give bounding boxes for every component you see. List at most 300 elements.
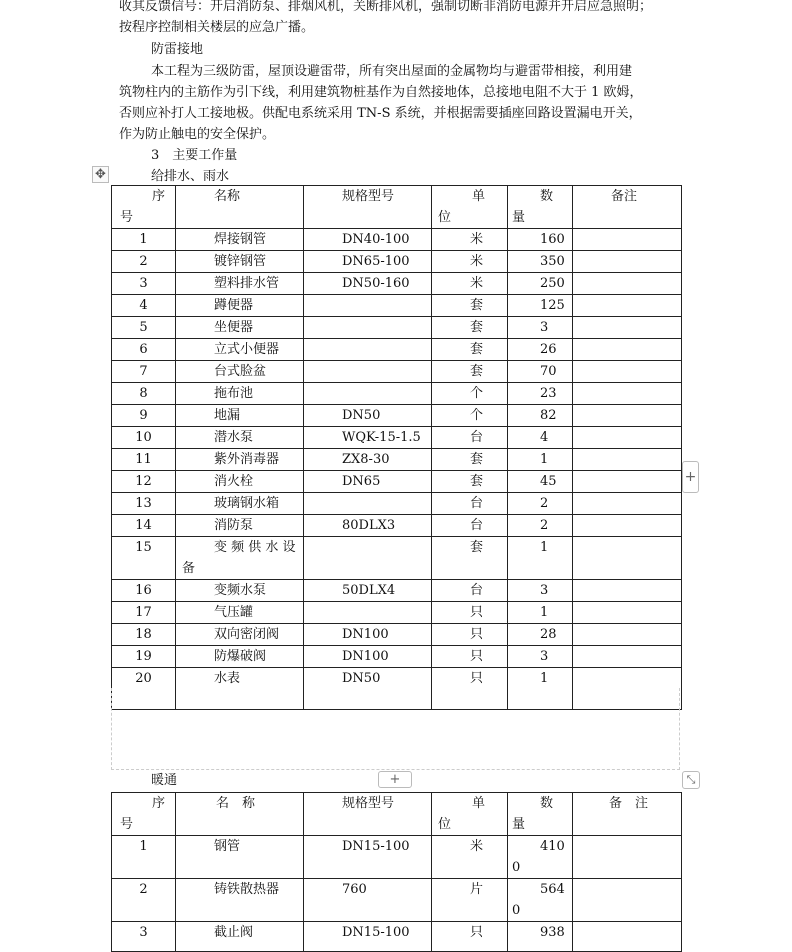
row-number-cell <box>112 515 176 537</box>
table-row <box>112 580 682 602</box>
header-unit <box>432 793 508 836</box>
row-number-cell <box>112 580 176 602</box>
item-remark-cell <box>573 580 682 602</box>
item-quantity-cell <box>508 471 573 493</box>
row-number: 14 <box>135 518 152 533</box>
row-number: 18 <box>135 627 152 642</box>
item-unit-cell <box>432 295 508 317</box>
item-unit: 只 <box>470 925 484 940</box>
row-number: 12 <box>135 474 152 489</box>
item-spec-cell <box>304 836 432 879</box>
header-qty-b: 量 <box>512 210 526 225</box>
item-unit: 套 <box>470 474 484 489</box>
item-spec-cell <box>304 383 432 405</box>
item-name-cell <box>176 361 304 383</box>
item-unit: 台 <box>470 496 484 511</box>
item-name: 双向密闭阀 <box>214 627 280 642</box>
row-number-cell <box>112 427 176 449</box>
item-quantity: 2 <box>540 496 549 511</box>
row-number: 13 <box>135 496 152 511</box>
item-spec: DN50 <box>342 408 381 423</box>
header-no <box>112 186 176 229</box>
item-quantity: 4 <box>540 430 549 445</box>
item-spec: ZX8-30 <box>342 452 390 467</box>
row-number-cell <box>112 879 176 922</box>
item-unit-cell <box>432 427 508 449</box>
item-quantity: 3 <box>540 583 549 598</box>
item-remark-cell <box>573 537 682 580</box>
item-quantity: 564 <box>540 882 565 897</box>
row-number: 20 <box>135 671 152 686</box>
item-remark-cell <box>573 295 682 317</box>
item-name-cell <box>176 537 304 580</box>
item-remark-cell <box>573 493 682 515</box>
item-spec-cell <box>304 602 432 624</box>
row-number-cell <box>112 646 176 668</box>
item-quantity-cont: 0 <box>512 860 521 875</box>
item-remark-cell <box>573 339 682 361</box>
item-quantity: 250 <box>540 276 565 291</box>
item-name-cell <box>176 879 304 922</box>
row-number: 16 <box>135 583 152 598</box>
item-quantity-cell <box>508 383 573 405</box>
item-unit: 套 <box>470 298 484 313</box>
row-number: 6 <box>139 342 148 357</box>
row-number-cell <box>112 922 176 952</box>
item-name: 镀锌钢管 <box>214 254 267 269</box>
item-spec-cell <box>304 879 432 922</box>
item-spec: DN65-100 <box>342 254 410 269</box>
item-unit-cell <box>432 646 508 668</box>
item-name: 气压罐 <box>214 605 254 620</box>
item-spec-cell <box>304 537 432 580</box>
item-quantity-cell <box>508 646 573 668</box>
item-quantity-cell <box>508 836 573 879</box>
row-number: 9 <box>139 408 148 423</box>
item-name: 截止阀 <box>214 925 254 940</box>
row-number: 17 <box>135 605 152 620</box>
item-unit-cell <box>432 471 508 493</box>
item-quantity-cell <box>508 624 573 646</box>
item-spec: 80DLX3 <box>342 518 396 533</box>
item-quantity: 2 <box>540 518 549 533</box>
item-unit: 台 <box>470 583 484 598</box>
water-table <box>111 185 682 710</box>
header-unit <box>432 186 508 229</box>
item-name: 变频水泵 <box>214 583 267 598</box>
item-quantity: 3 <box>540 649 549 664</box>
item-name-cell <box>176 405 304 427</box>
item-name: 塑料排水管 <box>214 276 280 291</box>
item-spec: DN40-100 <box>342 232 410 247</box>
item-name: 坐便器 <box>214 320 254 335</box>
add-column-icon[interactable]: + <box>682 461 699 493</box>
item-name-cell <box>176 922 304 952</box>
item-quantity-cell <box>508 537 573 580</box>
item-spec: 760 <box>342 882 367 897</box>
table-row <box>112 339 682 361</box>
item-name: 拖布池 <box>214 386 254 401</box>
item-unit-cell <box>432 602 508 624</box>
item-name: 潜水泵 <box>214 430 254 445</box>
table-row <box>112 646 682 668</box>
item-unit: 台 <box>470 430 484 445</box>
row-number: 2 <box>139 254 148 269</box>
header-no-a: 序 <box>152 189 166 204</box>
header-qty-b: 量 <box>512 817 526 832</box>
item-spec-cell <box>304 646 432 668</box>
item-spec-cell <box>304 449 432 471</box>
item-name-cont: 备 <box>182 561 196 576</box>
item-quantity: 350 <box>540 254 565 269</box>
row-number-cell <box>112 361 176 383</box>
table-row <box>112 295 682 317</box>
header-qty-a: 数 <box>540 189 554 204</box>
row-number: 1 <box>139 232 148 247</box>
item-unit-cell <box>432 624 508 646</box>
table-row <box>112 602 682 624</box>
item-name-cell <box>176 646 304 668</box>
table-row <box>112 229 682 251</box>
paragraph-line: 按程序控制相关楼层的应急广播。 <box>119 20 315 35</box>
item-remark-cell <box>573 361 682 383</box>
item-quantity: 1 <box>540 540 549 555</box>
table-resize-icon[interactable]: ⤡ <box>682 771 700 789</box>
item-name: 防爆破阀 <box>214 649 267 664</box>
header-no-b: 号 <box>120 210 134 225</box>
row-number: 1 <box>139 839 148 854</box>
item-remark-cell <box>573 317 682 339</box>
row-number-cell <box>112 449 176 471</box>
item-quantity: 125 <box>540 298 565 313</box>
item-spec-cell <box>304 427 432 449</box>
header-remark-text: 备 注 <box>609 796 649 811</box>
item-quantity: 3 <box>540 320 549 335</box>
item-remark-cell <box>573 449 682 471</box>
item-name: 消火栓 <box>214 474 254 489</box>
item-quantity-cell <box>508 361 573 383</box>
item-unit-cell <box>432 515 508 537</box>
table-row <box>112 879 682 922</box>
section-heading: 3 主要工作量 <box>151 148 238 163</box>
paragraph-line: 收其反馈信号：开启消防泵、排烟风机，关断排风机，强制切断非消防电源并开启应急照明； <box>119 0 653 14</box>
item-spec-cell <box>304 471 432 493</box>
row-number-cell <box>112 273 176 295</box>
item-spec-cell <box>304 295 432 317</box>
item-unit-cell <box>432 251 508 273</box>
item-spec-cell <box>304 922 432 952</box>
item-spec: WQK-15-1.5 <box>342 430 421 445</box>
table-row <box>112 449 682 471</box>
item-name: 变 频 供 水 设 <box>214 540 296 555</box>
item-unit: 只 <box>470 627 484 642</box>
add-row-icon[interactable]: + <box>378 771 412 788</box>
subheading-hvac: 暖通 <box>151 773 178 788</box>
item-name: 焊接钢管 <box>214 232 267 247</box>
row-number: 19 <box>135 649 152 664</box>
item-unit-cell <box>432 317 508 339</box>
item-unit-cell <box>432 537 508 580</box>
header-qty-a: 数 <box>540 796 554 811</box>
item-name-cell <box>176 383 304 405</box>
header-name-text: 名 称 <box>216 796 256 811</box>
item-remark-cell <box>573 405 682 427</box>
item-name: 紫外消毒器 <box>214 452 280 467</box>
item-quantity: 70 <box>540 364 557 379</box>
item-spec: DN15-100 <box>342 839 410 854</box>
item-spec-cell <box>304 273 432 295</box>
item-spec: 50DLX4 <box>342 583 396 598</box>
table-row <box>112 922 682 952</box>
item-quantity-cell <box>508 922 573 952</box>
item-unit: 米 <box>470 232 484 247</box>
item-name: 消防泵 <box>214 518 254 533</box>
item-unit-cell <box>432 922 508 952</box>
item-quantity-cont: 0 <box>512 903 521 918</box>
header-remark <box>573 186 682 229</box>
item-unit: 套 <box>470 364 484 379</box>
item-remark-cell <box>573 624 682 646</box>
item-unit: 套 <box>470 320 484 335</box>
item-quantity-cell <box>508 295 573 317</box>
item-name-cell <box>176 836 304 879</box>
item-remark-cell <box>573 383 682 405</box>
item-unit-cell <box>432 580 508 602</box>
row-number: 8 <box>139 386 148 401</box>
item-unit: 台 <box>470 518 484 533</box>
row-number: 7 <box>139 364 148 379</box>
item-remark-cell <box>573 471 682 493</box>
item-quantity-cell <box>508 339 573 361</box>
item-name-cell <box>176 449 304 471</box>
header-remark-text: 备注 <box>611 189 638 204</box>
item-spec-cell <box>304 317 432 339</box>
item-spec-cell <box>304 580 432 602</box>
row-number: 2 <box>139 882 148 897</box>
item-name: 台式脸盆 <box>214 364 267 379</box>
table-row <box>112 836 682 879</box>
item-quantity-cell <box>508 493 573 515</box>
header-spec-text: 规格型号 <box>342 796 395 811</box>
header-name-text: 名称 <box>214 189 241 204</box>
item-unit-cell <box>432 493 508 515</box>
item-spec-cell <box>304 339 432 361</box>
item-remark-cell <box>573 251 682 273</box>
row-number-cell <box>112 836 176 879</box>
item-quantity: 160 <box>540 232 565 247</box>
paragraph-line: 筑物柱内的主筋作为引下线，利用建筑物桩基作为自然接地体，总接地电阻不大于 1 欧姆， <box>119 85 643 100</box>
item-unit-cell <box>432 836 508 879</box>
item-name: 地漏 <box>214 408 241 423</box>
table-row <box>112 471 682 493</box>
item-unit: 米 <box>470 839 484 854</box>
subheading-water: 给排水、雨水 <box>151 169 230 184</box>
row-number-cell <box>112 295 176 317</box>
item-name: 玻璃钢水箱 <box>214 496 280 511</box>
item-unit-cell <box>432 879 508 922</box>
item-quantity: 1 <box>540 452 549 467</box>
header-remark <box>573 793 682 836</box>
item-remark-cell <box>573 879 682 922</box>
hvac-table <box>111 792 682 952</box>
item-spec-cell <box>304 624 432 646</box>
item-unit: 个 <box>470 386 484 401</box>
row-number: 4 <box>139 298 148 313</box>
table-move-icon[interactable]: ✥ <box>92 166 109 183</box>
item-name: 钢管 <box>214 839 241 854</box>
item-quantity: 82 <box>540 408 557 423</box>
row-number-cell <box>112 383 176 405</box>
header-spec <box>304 793 432 836</box>
item-quantity-cell <box>508 273 573 295</box>
item-quantity: 410 <box>540 839 565 854</box>
row-number: 3 <box>139 925 148 940</box>
header-no-b: 号 <box>120 817 134 832</box>
header-unit-b: 位 <box>438 817 452 832</box>
item-unit-cell <box>432 229 508 251</box>
item-remark-cell <box>573 229 682 251</box>
table-row <box>112 427 682 449</box>
item-name-cell <box>176 273 304 295</box>
item-quantity-cell <box>508 515 573 537</box>
row-number: 10 <box>135 430 152 445</box>
item-spec-cell <box>304 493 432 515</box>
item-unit-cell <box>432 405 508 427</box>
item-unit: 只 <box>470 649 484 664</box>
item-remark-cell <box>573 922 682 952</box>
item-spec-cell <box>304 251 432 273</box>
table-row <box>112 273 682 295</box>
item-spec: DN15-100 <box>342 925 410 940</box>
item-quantity: 938 <box>540 925 565 940</box>
row-number-cell <box>112 471 176 493</box>
table-header-row <box>112 793 682 836</box>
item-unit: 只 <box>470 605 484 620</box>
item-remark-cell <box>573 273 682 295</box>
table-header-row <box>112 186 682 229</box>
table-row <box>112 624 682 646</box>
item-spec: DN100 <box>342 649 389 664</box>
header-unit-a: 单 <box>472 189 486 204</box>
item-unit-cell <box>432 383 508 405</box>
header-qty <box>508 186 573 229</box>
item-quantity-cell <box>508 427 573 449</box>
header-unit-a: 单 <box>472 796 486 811</box>
row-number-cell <box>112 229 176 251</box>
row-number-cell <box>112 602 176 624</box>
header-name <box>176 186 304 229</box>
item-quantity-cell <box>508 449 573 471</box>
item-unit: 只 <box>470 671 484 686</box>
item-name-cell <box>176 580 304 602</box>
item-name: 蹲便器 <box>214 298 254 313</box>
row-number-cell <box>112 537 176 580</box>
item-quantity-cell <box>508 879 573 922</box>
item-quantity: 1 <box>540 671 549 686</box>
item-remark-cell <box>573 646 682 668</box>
item-remark-cell <box>573 602 682 624</box>
item-name: 立式小便器 <box>214 342 280 357</box>
item-remark-cell <box>573 427 682 449</box>
row-number-cell <box>112 251 176 273</box>
item-unit: 套 <box>470 342 484 357</box>
header-unit-b: 位 <box>438 210 452 225</box>
row-number-cell <box>112 493 176 515</box>
item-spec: DN50-160 <box>342 276 410 291</box>
heading-lightning: 防雷接地 <box>151 42 204 57</box>
item-name-cell <box>176 251 304 273</box>
item-spec-cell <box>304 361 432 383</box>
item-name-cell <box>176 295 304 317</box>
item-quantity: 45 <box>540 474 557 489</box>
item-spec-cell <box>304 229 432 251</box>
item-spec: DN65 <box>342 474 381 489</box>
item-name: 铸铁散热器 <box>214 882 280 897</box>
item-remark-cell <box>573 515 682 537</box>
row-number: 3 <box>139 276 148 291</box>
item-spec-cell <box>304 515 432 537</box>
item-unit-cell <box>432 273 508 295</box>
item-quantity: 26 <box>540 342 557 357</box>
item-spec-cell <box>304 405 432 427</box>
row-number: 15 <box>135 540 152 555</box>
table-row <box>112 493 682 515</box>
paragraph-line: 本工程为三级防雷，屋顶设避雷带，所有突出屋面的金属物均与避雷带相接，利用建 <box>151 64 633 79</box>
item-unit-cell <box>432 449 508 471</box>
item-quantity-cell <box>508 251 573 273</box>
item-quantity: 28 <box>540 627 557 642</box>
item-unit-cell <box>432 339 508 361</box>
item-unit-cell <box>432 361 508 383</box>
item-quantity-cell <box>508 317 573 339</box>
item-unit: 套 <box>470 540 484 555</box>
table-selection-area <box>111 688 680 770</box>
header-no-a: 序 <box>152 796 166 811</box>
paragraph-line: 作为防止触电的安全保护。 <box>119 127 276 142</box>
item-name-cell <box>176 624 304 646</box>
item-quantity-cell <box>508 580 573 602</box>
item-quantity-cell <box>508 405 573 427</box>
row-number: 5 <box>139 320 148 335</box>
item-name-cell <box>176 471 304 493</box>
row-number-cell <box>112 405 176 427</box>
item-spec: DN100 <box>342 627 389 642</box>
item-remark-cell <box>573 836 682 879</box>
table-row <box>112 361 682 383</box>
paragraph-line: 否则应补打人工接地极。供配电系统采用 TN-S 系统，并根据需要插座回路设置漏电开关， <box>119 106 642 121</box>
item-quantity-cell <box>508 602 573 624</box>
item-name-cell <box>176 229 304 251</box>
item-quantity-cell <box>508 229 573 251</box>
item-name: 水表 <box>214 671 241 686</box>
item-quantity: 23 <box>540 386 557 401</box>
item-unit: 片 <box>470 882 484 897</box>
header-qty <box>508 793 573 836</box>
item-name-cell <box>176 427 304 449</box>
header-no <box>112 793 176 836</box>
item-unit: 套 <box>470 452 484 467</box>
item-name-cell <box>176 339 304 361</box>
header-spec-text: 规格型号 <box>342 189 395 204</box>
item-quantity: 1 <box>540 605 549 620</box>
table-row <box>112 515 682 537</box>
item-unit: 米 <box>470 276 484 291</box>
table-row <box>112 405 682 427</box>
item-spec: DN50 <box>342 671 381 686</box>
table-row <box>112 383 682 405</box>
header-spec <box>304 186 432 229</box>
item-name-cell <box>176 515 304 537</box>
